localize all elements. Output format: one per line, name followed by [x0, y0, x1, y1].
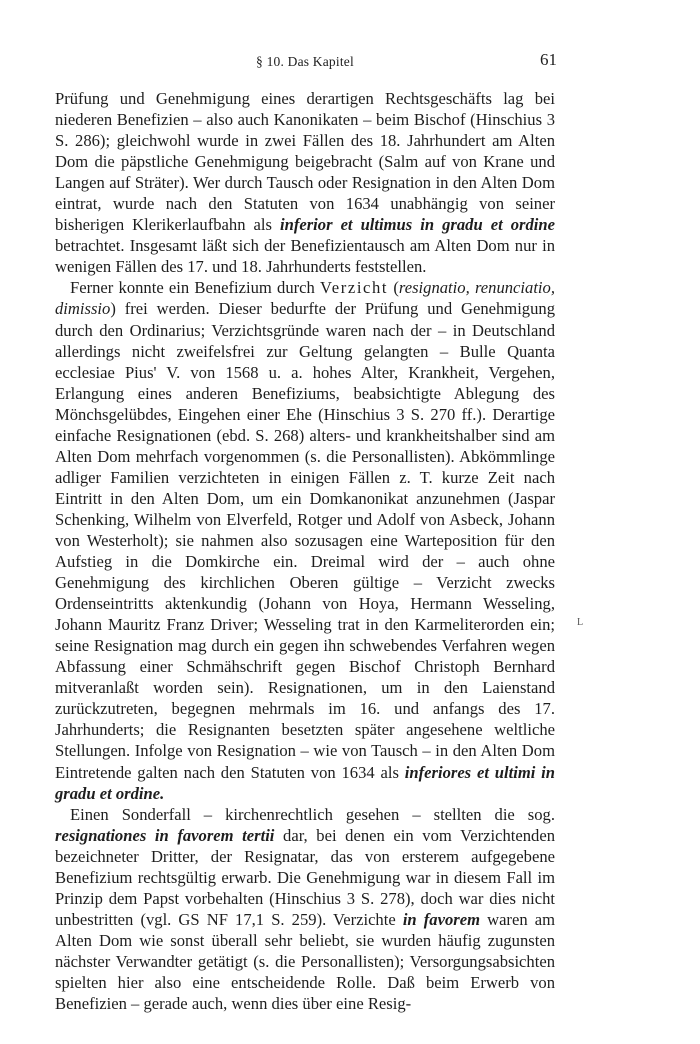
paragraph: [55, 277, 555, 803]
page-number: 61: [540, 50, 557, 69]
emphasized-text: inferiores et ultimi in gradu et ordine.: [55, 762, 555, 803]
body-text: [55, 88, 555, 1014]
text-run: waren am Alten Dom wie sonst überall sehr beliebt, sie wurden häufig zugunsten nächster Verwandter getätigt (s. die Personallisten); Versorgungsabsichten spielten hier also eine entscheidende Rolle. Daß beim Erwerb von Benefizien – gerade auch, wenn dies über eine Resig-: [55, 909, 556, 1014]
emphasized-text: Verzicht: [320, 278, 389, 298]
text-run: betrachtet. Insgesamt läßt sich der Benefizientausch am Alten Dom nur in wenigen Fällen des 17. und 18. Jahrhunderts feststellen.: [55, 236, 555, 277]
emphasized-text: inferior et ultimus in gradu et ordine: [279, 215, 555, 235]
text-run: Prüfung und Genehmigung eines derartigen Rechtsgeschäfts lag bei niederen Benefizien – also auch Kanonikaten – beim Bischof (Hinschius 3 S. 286); gleichwohl wurde in zwei Fällen des 18. Jahrhundert am Alten Dom die päpstliche Genehmigung beigebracht (Salm auf von Krane und Langen auf Sträter). Wer durch Tausch oder Resignation in den Alten Dom eintrat, wurde nach den Statuten von 1634 unabhängig von seiner bisherigen Klerikerlaufbahn als: [55, 89, 555, 235]
margin-mark: L: [577, 617, 584, 628]
paragraph: [55, 88, 555, 277]
text-run: dar, bei denen ein vom Verzichtenden bezeichneter Dritter, der Resignatar, das von ersterem aufgegebene Benefizium rechtsgültig erwarb. Die Genehmigung war in diesem Fall im Prinzip dem Papst vorbehalten (Hinschius 3 S. 278), doch war dies nicht unbestritten (vgl. GS NF 17,1 S. 259). Verzichte: [55, 825, 555, 929]
text-run: Ferner konnte ein Benefizium durch: [70, 278, 321, 298]
emphasized-text: resignationes in favorem tertii: [55, 825, 275, 845]
emphasized-text: resignatio, renunciatio, dimissio: [55, 278, 555, 319]
text-run: ) frei werden. Dieser bedurfte der Prüfung und Genehmigung durch den Ordinarius; Verzichtsgründe waren nach der – in Deutschland allerdings nicht zweifelsfrei zur Geltung gelangten – Bulle Quanta ecclesiae Pius' V. von 1568 u. a. hohes Alter, Krankheit, Vergehen, Erlangung eines anderen Benefiziums, beabsichtigte Ablegung des Mönchsgelübdes, Eingehen einer Ehe (Hinschius 3 S. 270 ff.). Derartige einfache Resignationen (ebd. S. 268) alters- und krankheitshalber sind am Alten Dom mehrfach vorgenommen (s. die Personallisten). Abkömmlinge adliger Familien verzichteten in einigen Fällen z. T. kurze Zeit nach Eintritt in den Alten Dom, um ein Domkanonikat anzunehmen (Jaspar Schenking, Wilhelm von Elverfeld, Rotger und Adolf von Asbeck, Johann von Westerholt); sie nahmen also sozusagen eine Warteposition für den Aufstieg in die Domkirche ein. Dreimal wird der – auch ohne Genehmigung des kirchlichen Oberen gültige – Verzicht zwecks Ordenseintritts aktenkundig (Johann von Hoya, Hermann Wesseling, Johann Mauritz Franz Driver; Wesseling trat in den Karmeliterorden ein; seine Resignation mag durch ein gegen ihn schwebendes Verfahren wegen Abfassung einer Schmähschrift gegen Bischof Christoph Bernhard mitveranlaßt worden sein). Resignationen, um in den Laienstand zurückzutreten, begegnen mehrmals im 16. und anfangs des 17. Jahrhunderts; die Resignanten besetzten später angesehene weltliche Stellungen. Infolge von Resignation – wie von Tausch – in den Alten Dom Eintretende galten nach den Statuten von 1634 als: [55, 299, 555, 782]
emphasized-text: in favorem: [402, 909, 480, 929]
page-header: [55, 50, 555, 74]
text-run: Einen Sonderfall – kirchenrechtlich gesehen – stellten die sog.: [70, 804, 555, 824]
paragraph: [55, 804, 555, 1014]
text-run: (: [388, 278, 399, 298]
running-head: § 10. Das Kapitel: [256, 54, 354, 69]
